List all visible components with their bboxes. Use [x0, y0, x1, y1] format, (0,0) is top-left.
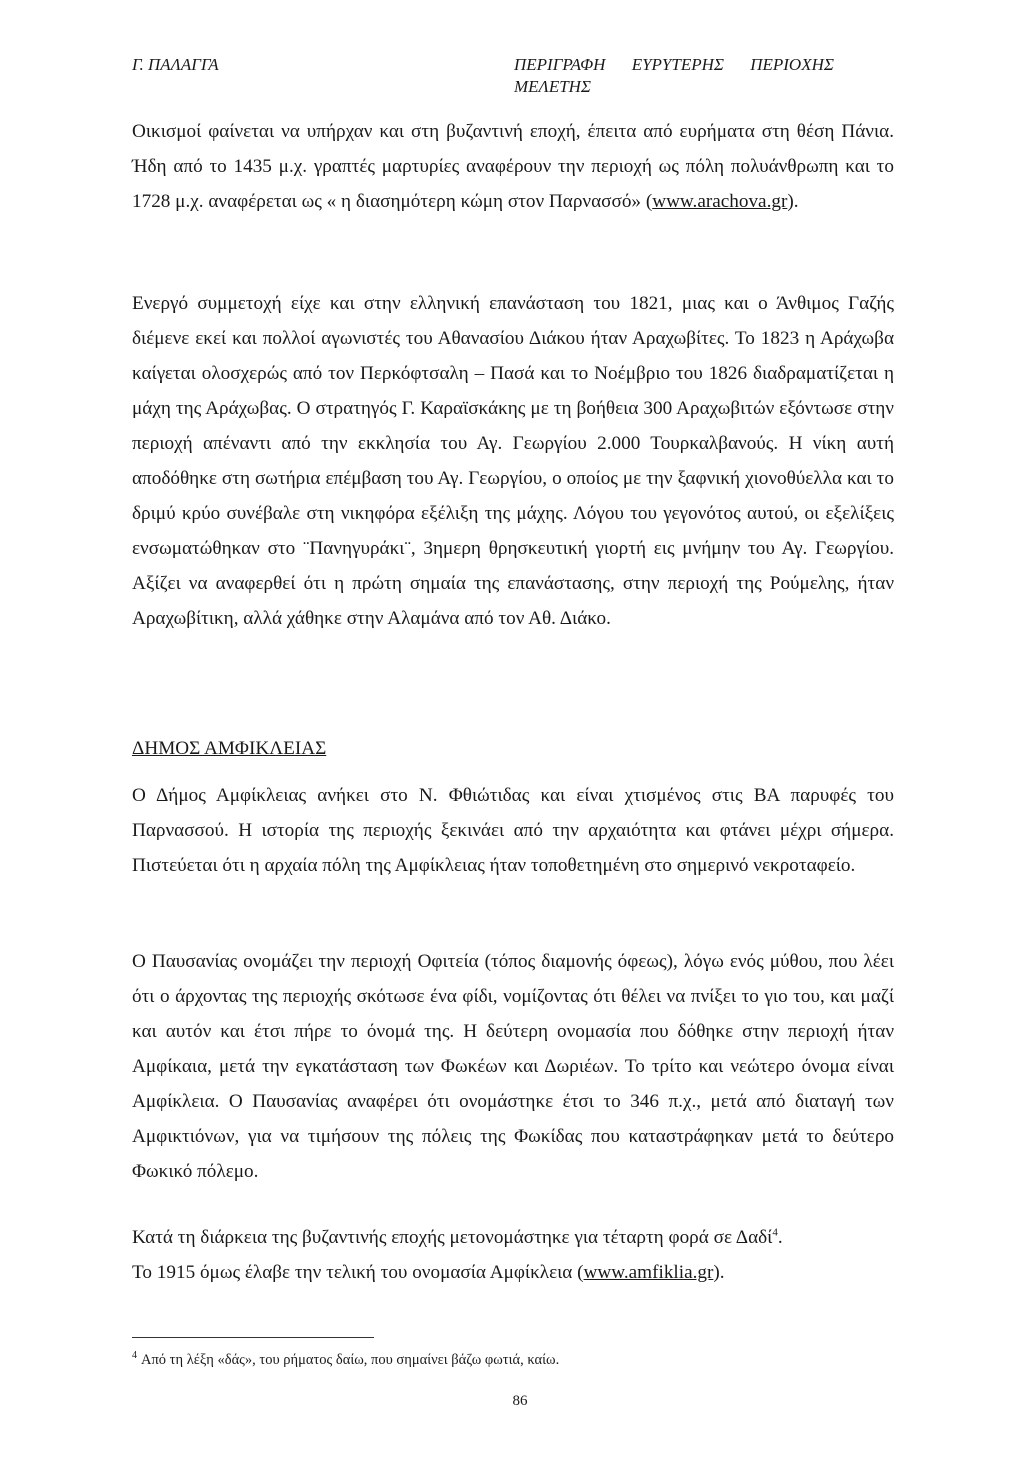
paragraph-line1: Κατά τη διάρκεια της βυζαντινής εποχής μετονομάστηκε για τέταρτη φορά σε Δαδί — [132, 1227, 773, 1248]
section-heading: ΔΗΜΟΣ ΑΜΦΙΚΛΕΙΑΣ — [132, 738, 327, 759]
paragraph-text: Ο Παυσανίας ονομάζει την περιοχή Οφιτεία (τόπος διαμονής όφεως), λόγω ενός μύθου, που λέει ότι ο άρχοντας της περιοχής σκότωσε ένα φίδι, νομίζοντας ότι θέλει να πνίξει το γιο του, και μαζί και αυτόν και έτσι πήρε το όνομά της. Η δεύτερη ονομασία που δόθηκε στην περιοχή ήταν Αμφίκαια, μετά την εγκατάσταση των Φωκέων και Δωριέων. Το τρίτο και νεώτερο όνομα είναι Αμφίκλεια. Ο Παυσανίας αναφέρει ότι ονομάστηκε έτσι το 346 π.χ., μετά από διαταγή των Αμφικτιόνων, για να τιμήσουν της πόλεις της Φωκίδας που καταστράφηκαν μετά το δεύτερο Φωκικό πόλεμο. — [132, 951, 894, 1182]
footnote-divider — [132, 1337, 374, 1338]
amfiklia-link[interactable]: www.amfiklia.gr — [583, 1262, 714, 1283]
header-author: Γ. ΠΑΛΑΓΓΑ — [132, 55, 219, 74]
paragraph-revolution-1821 — [132, 286, 894, 636]
paragraph-line2: Το 1915 όμως έλαβε την τελική του ονομασία Αμφίκλεια ( — [132, 1262, 584, 1283]
header-section-title: ΠΕΡΙΓΡΑΦΗ ΕΥΡΥΤΕΡΗΣ ΠΕΡΙΟΧΗΣ ΜΕΛΕΤΗΣ — [514, 55, 834, 96]
paragraph-text: Ο Δήμος Αμφίκλειας ανήκει στο Ν. Φθιώτιδας και είναι χτισμένος στις ΒΑ παρυφές του Παρνασσού. Η ιστορία της περιοχής ξεκινάει από την αρχαιότητα και φτάνει μέχρι σήμερα. Πιστεύεται ότι η αρχαία πόλη της Αμφίκλειας ήταν τοποθετημένη στο σημερινό νεκροταφείο. — [132, 785, 894, 876]
paragraph-byzantine-settlements — [132, 114, 894, 219]
footnote-reference[interactable]: 4 — [772, 1226, 778, 1239]
paragraph-text: Οικισμοί φαίνεται να υπήρχαν και στη βυζαντινή εποχή, έπειτα από ευρήματα στη θέση Πάνια. Ήδη από το 1435 μ.χ. γραπτές μαρτυρίες αναφέρουν την περιοχή ως πόλη πολυάνθρωπη και το 1728 μ.χ. αναφέρεται ως « η διασημότερη κώμη στον Παρνασσό» ( — [132, 121, 894, 212]
paragraph-pausanias — [132, 944, 894, 1189]
footnote-text: Από τη λέξη «δάς», του ρήματος δαίω, που σημαίνει βάζω φωτιά, καίω. — [141, 1352, 560, 1368]
paragraph-text: Ενεργό συμμετοχή είχε και στην ελληνική επανάσταση του 1821, μιας και ο Άνθιμος Γαζής διέμενε εκεί και πολλοί αγωνιστές του Αθανασίου Διάκου ήταν Αραχωβίτες. Το 1823 η Αράχωβα καίγεται ολοσχερώς από τον Περκόφτσαλη – Πασά και το Νοέμβριο του 1826 διαδραματίζεται η μάχη της Αράχωβας. Ο στρατηγός Γ. Καραϊσκάκης με τη βοήθεια 300 Αραχωβιτών εξόντωσε στην περιοχή απέναντι από την εκκλησία του Αγ. Γεωργίου 2.000 Τουρκαλβανούς. Η νίκη αυτή αποδόθηκε στη σωτήρια επέμβαση του Αγ. Γεωργίου, ο οποίος με την ξαφνική χιονοθύελλα και το δριμύ κρύο συνέβαλε στη νικηφόρα εξέλιξη της μάχης. Λόγου του γεγονότος αυτού, οι εξελίξεις ενσωματώθηκαν στο ¨Πανηγυράκι¨, 3ημερη θρησκευτική γιορτή εις μνήμην του Αγ. Γεωργίου. Αξίζει να αναφερθεί ότι η πρώτη σημαία της επανάστασης, στην περιοχή της Ρούμελης, ήταν Αραχωβίτικη, αλλά χάθηκε στην Αλαμάνα από τον Αθ. Διάκο. — [132, 293, 894, 629]
arachova-link[interactable]: www.arachova.gr — [652, 191, 788, 212]
paragraph-amfikleia-intro — [132, 778, 894, 883]
footnote — [132, 1350, 559, 1370]
page-number: 86 — [512, 1393, 528, 1409]
paragraph-line1-end: . — [777, 1227, 783, 1248]
footnote-mark: 4 — [132, 1350, 137, 1362]
paragraph-tail: ). — [787, 191, 799, 212]
paragraph-tail: ). — [713, 1262, 725, 1283]
paragraph-byzantine-renaming — [132, 1220, 894, 1290]
